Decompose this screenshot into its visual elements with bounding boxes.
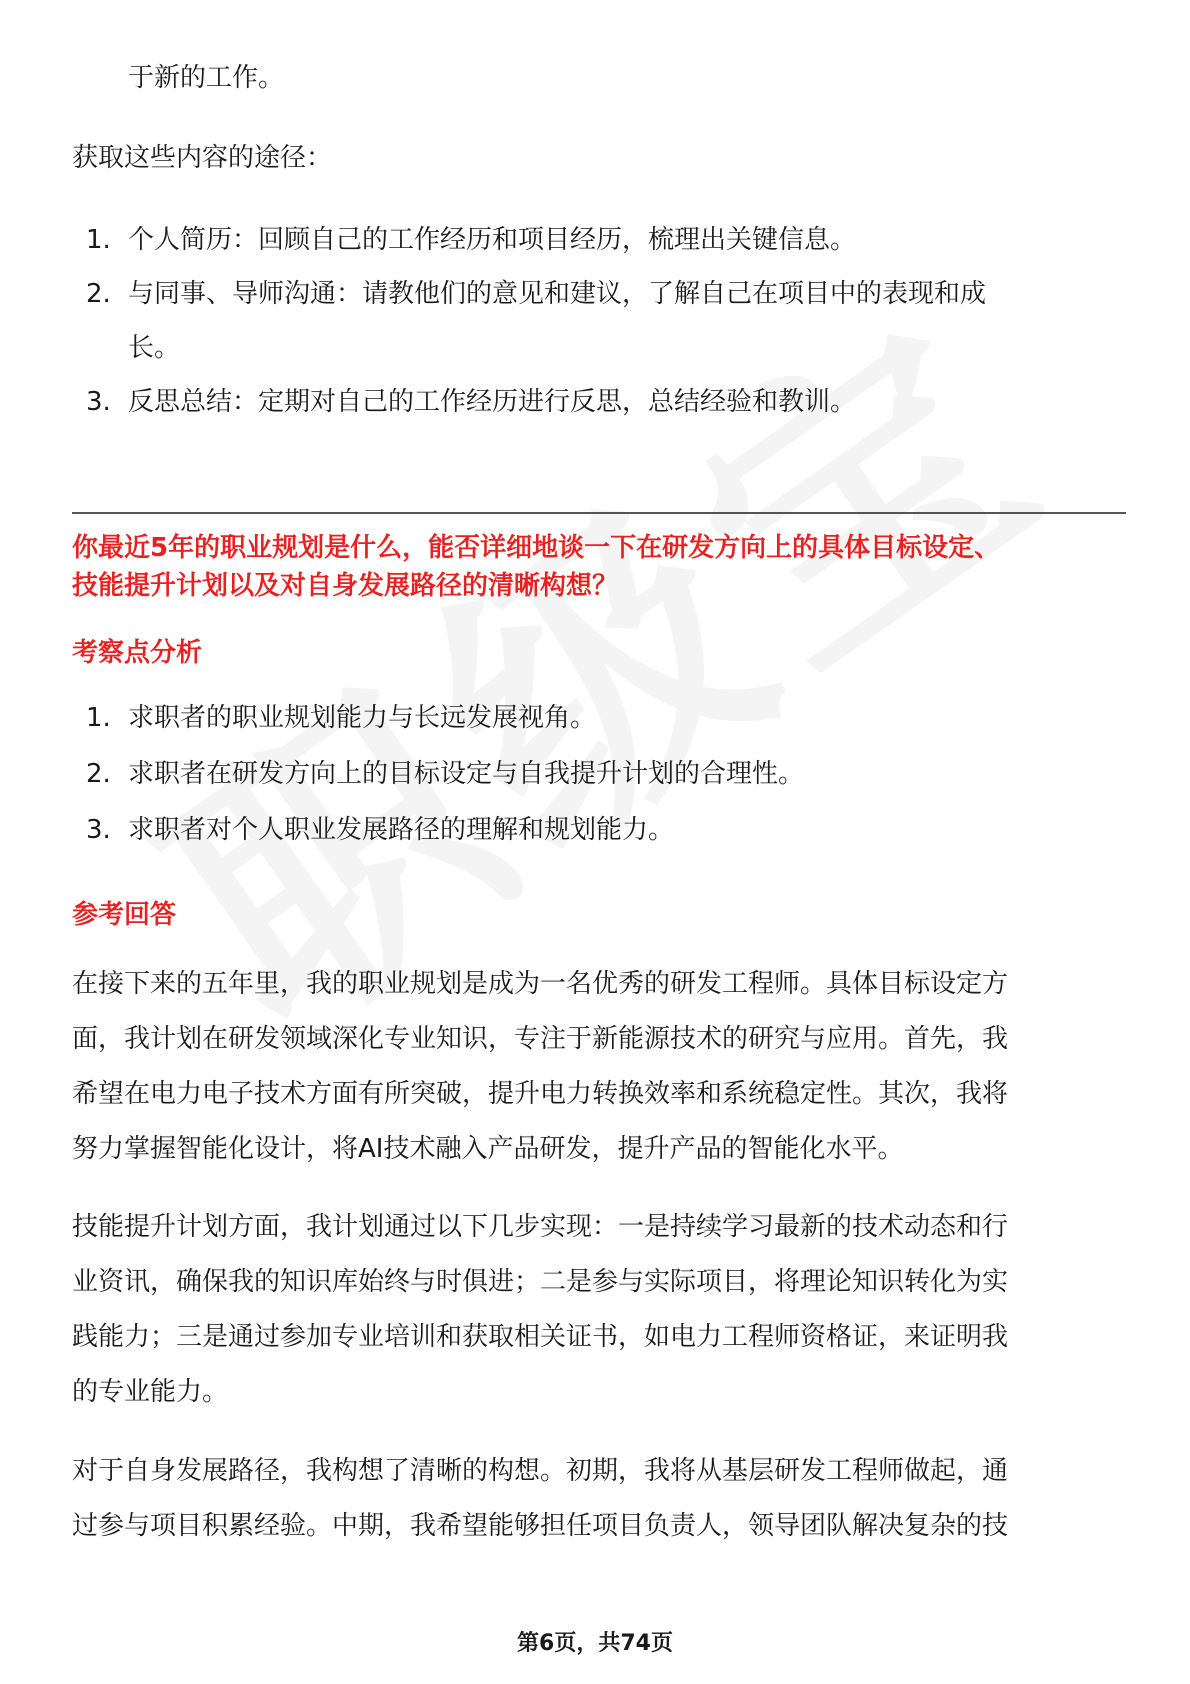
answer-line: 践能力；三是通过参加专业培训和获取相关证书，如电力工程师资格证，来证明我 (72, 1322, 1009, 1352)
answer-line: 过参与项目积累经验。中期，我希望能够担任项目负责人，领导团队解决复杂的技 (72, 1511, 1009, 1541)
question-line: 技能提升计划以及对自身发展路径的清晰构想？ (72, 571, 619, 601)
answer-line: 面，我计划在研发领域深化专业知识，专注于新能源技术的研究与应用。首先，我 (72, 1024, 1009, 1054)
list-text: 与同事、导师沟通：请教他们的意见和建议，了解自己在项目中的表现和成 (128, 279, 987, 309)
answer-line: 在接下来的五年里，我的职业规划是成为一名优秀的研发工程师。具体目标设定方 (72, 969, 1009, 999)
answer-line: 业资讯，确保我的知识库始终与时俱进；二是参与实际项目，将理论知识转化为实 (72, 1267, 1009, 1297)
list-item (86, 373, 856, 431)
list-number: 1. (86, 225, 111, 255)
answer-line: 对于自身发展路径，我构想了清晰的构想。初期，我将从基层研发工程师做起，通 (72, 1456, 1009, 1486)
answer-heading: 参考回答 (72, 900, 177, 930)
list-item (86, 211, 856, 269)
list-item (86, 689, 596, 747)
list-number: 3. (86, 815, 111, 845)
list-number: 2. (86, 279, 111, 309)
list-number: 1. (86, 703, 111, 733)
list-text: 个人简历：回顾自己的工作经历和项目经历，梳理出关键信息。 (128, 225, 857, 255)
list-item (86, 801, 674, 859)
answer-line: 的专业能力。 (72, 1377, 229, 1407)
list-text: 求职者对个人职业发展路径的理解和规划能力。 (128, 815, 675, 845)
answer-line: 技能提升计划方面，我计划通过以下几步实现：一是持续学习最新的技术动态和行 (72, 1212, 1009, 1242)
list-number: 2. (86, 759, 111, 789)
list-text-continued: 长。 (128, 333, 181, 363)
analysis-heading: 考察点分析 (72, 638, 203, 668)
list-item (86, 265, 986, 323)
list-text: 反思总结：定期对自己的工作经历进行反思，总结经验和教训。 (128, 387, 857, 417)
list-number: 3. (86, 387, 111, 417)
section-divider (72, 512, 1126, 514)
list-text: 求职者在研发方向上的目标设定与自我提升计划的合理性。 (128, 759, 805, 789)
list-item (86, 745, 804, 803)
question-line: 你最近5年的职业规划是什么，能否详细地谈一下在研发方向上的具体目标设定、 (72, 533, 1001, 563)
answer-line: 努力掌握智能化设计，将AI技术融入产品研发，提升产品的智能化水平。 (72, 1134, 904, 1164)
ways-heading: 获取这些内容的途径： (72, 143, 333, 173)
continued-line: 于新的工作。 (128, 63, 285, 93)
page-number: 第6页，共74页 (517, 1631, 673, 1656)
answer-line: 希望在电力电子技术方面有所突破，提升电力转换效率和系统稳定性。其次，我将 (72, 1079, 1009, 1109)
list-text: 求职者的职业规划能力与长远发展视角。 (128, 703, 597, 733)
